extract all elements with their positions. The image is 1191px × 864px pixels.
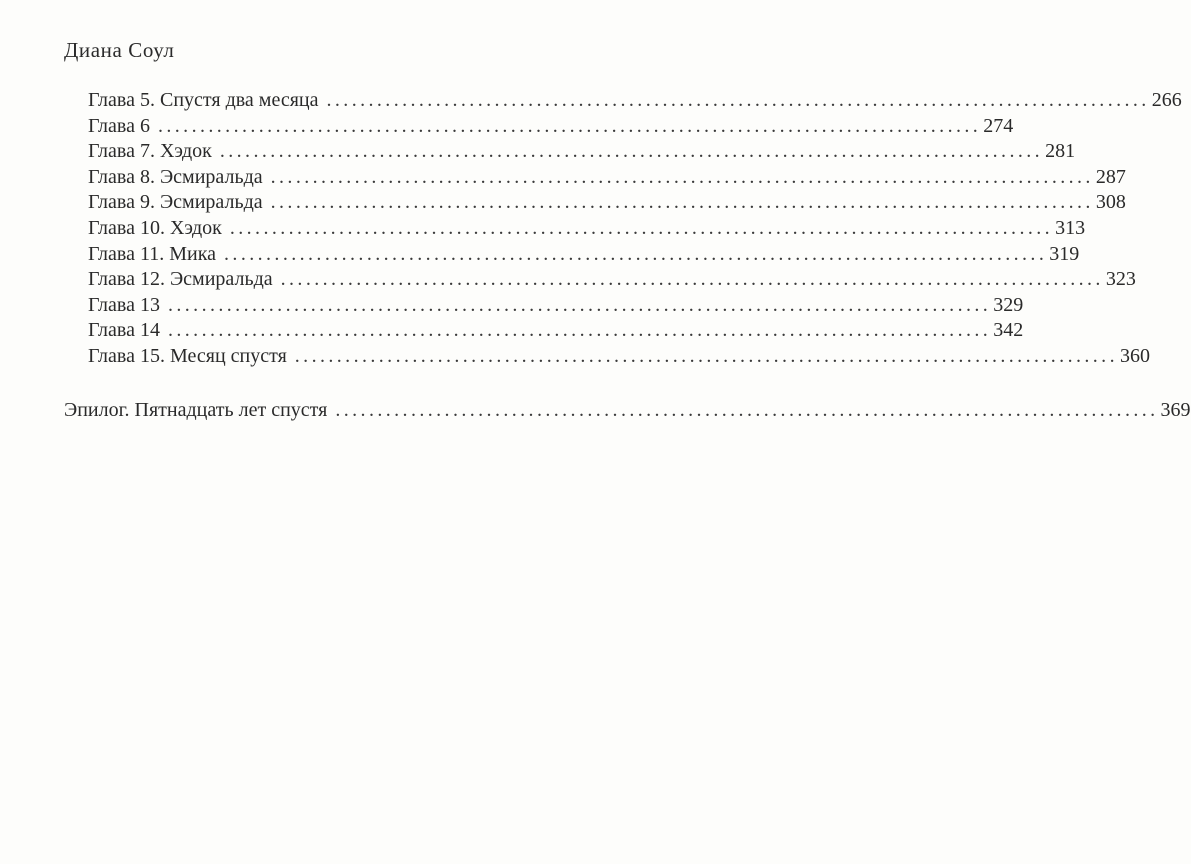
toc-entry-page: 329: [993, 293, 1024, 316]
toc-entry-title: Глава 8. Эсмиральда: [88, 165, 263, 188]
dot-leader: ..................................................................................................: [294, 344, 1118, 367]
toc-entry-title: Глава 13: [88, 293, 160, 316]
toc-entry-page: 342: [993, 319, 1024, 342]
dot-leader: ..................................................................................................: [219, 140, 1044, 163]
toc-entry: [88, 114, 1014, 140]
toc-entry: [88, 139, 1076, 165]
toc-entry: [88, 88, 1182, 114]
toc-entry-title: Глава 11. Мика: [88, 242, 217, 265]
dot-leader: ..................................................................................................: [229, 216, 1054, 239]
toc-entry-title: Эпилог. Пятнадцать лет спустя: [64, 399, 328, 421]
toc-entry-title: Глава 10. Хэдок: [88, 216, 222, 239]
dot-leader: ..................................................................................................: [326, 89, 1150, 111]
toc-entry-page: 274: [983, 114, 1014, 137]
toc-entry: [88, 293, 1024, 319]
dot-leader: ..................................................................................................: [157, 114, 982, 137]
toc-entry-page: 360: [1119, 344, 1150, 367]
toc-entry-page: 287: [1095, 165, 1126, 188]
toc-entry: [88, 344, 1150, 370]
toc-entry-page: 308: [1095, 191, 1126, 214]
toc-entry-title: Глава 9. Эсмиральда: [88, 191, 263, 214]
toc-entry-page: 281: [1045, 140, 1076, 163]
dot-leader: ..................................................................................................: [280, 268, 1104, 291]
table-of-contents: [88, 88, 1182, 370]
toc-entry-page: 323: [1105, 268, 1136, 291]
toc-entry-page: 313: [1055, 216, 1086, 239]
dot-leader: ..................................................................................................: [270, 191, 1094, 214]
toc-entry-title: Глава 12. Эсмиральда: [88, 268, 273, 291]
dot-leader: ..................................................................................................: [224, 242, 1048, 265]
toc-entry: [88, 165, 1126, 191]
toc-entry: [88, 190, 1126, 216]
toc-entry: [88, 267, 1136, 293]
toc-entry-page: 319: [1049, 242, 1080, 265]
toc-entry: [88, 216, 1086, 242]
toc-entry-page: 266: [1151, 89, 1182, 111]
toc-entry-title: Глава 5. Спустя два месяца: [88, 89, 319, 111]
dot-leader: ..................................................................................................: [167, 293, 992, 316]
dot-leader: ..................................................................................................: [167, 319, 992, 342]
dot-leader: ..................................................................................................: [270, 165, 1094, 188]
running-head-author: Диана Соул: [64, 38, 175, 62]
toc-entry-title: Глава 15. Месяц спустя: [88, 344, 287, 367]
toc-entry-title: Глава 7. Хэдок: [88, 140, 212, 163]
toc-entry-epilogue: [64, 398, 1191, 424]
dot-leader: ..................................................................................................: [335, 399, 1159, 421]
toc-entry: [88, 318, 1024, 344]
toc-entry-page: 369: [1160, 399, 1191, 421]
toc-entry: [88, 242, 1080, 268]
toc-entry-title: Глава 14: [88, 319, 160, 342]
toc-epilogue: [64, 398, 1191, 424]
toc-entry-title: Глава 6: [88, 114, 150, 137]
